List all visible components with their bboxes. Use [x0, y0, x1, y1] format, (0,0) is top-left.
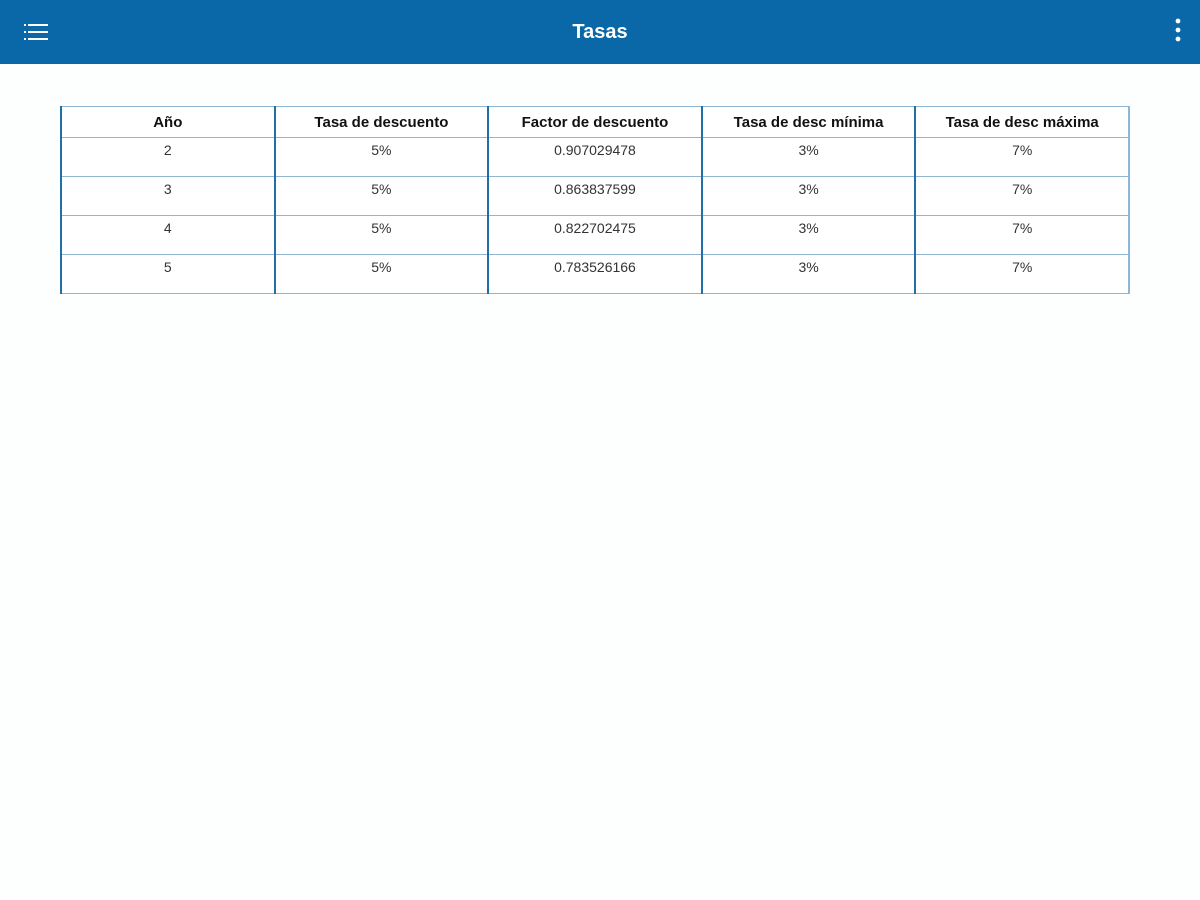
cell-tasa-descuento: 5% — [275, 177, 489, 216]
more-vert-icon — [1175, 18, 1181, 47]
cell-tasa-minima: 3% — [702, 138, 916, 177]
column-header-tasa-descuento: Tasa de descuento — [275, 107, 489, 138]
table-row — [61, 216, 1129, 255]
cell-tasa-maxima: 7% — [915, 216, 1129, 255]
app-bar — [0, 0, 1200, 64]
table-row — [61, 255, 1129, 294]
column-header-tasa-maxima: Tasa de desc máxima — [915, 107, 1129, 138]
cell-tasa-descuento: 5% — [275, 138, 489, 177]
cell-tasa-descuento: 5% — [275, 255, 489, 294]
cell-ano: 3 — [61, 177, 275, 216]
table-header-row — [61, 107, 1129, 138]
hamburger-menu-icon — [24, 24, 48, 40]
cell-factor-descuento: 0.783526166 — [488, 255, 702, 294]
cell-ano: 4 — [61, 216, 275, 255]
column-header-tasa-minima: Tasa de desc mínima — [702, 107, 916, 138]
cell-tasa-maxima: 7% — [915, 255, 1129, 294]
table-row — [61, 177, 1129, 216]
table-row — [61, 138, 1129, 177]
cell-tasa-minima: 3% — [702, 216, 916, 255]
cell-ano: 5 — [61, 255, 275, 294]
cell-tasa-minima: 3% — [702, 177, 916, 216]
cell-tasa-maxima: 7% — [915, 177, 1129, 216]
page-title: Tasas — [572, 21, 628, 43]
overflow-menu-button[interactable] — [1164, 14, 1192, 50]
cell-factor-descuento: 0.822702475 — [488, 216, 702, 255]
cell-tasa-maxima: 7% — [915, 138, 1129, 177]
column-header-factor-descuento: Factor de descuento — [488, 107, 702, 138]
menu-button[interactable] — [14, 14, 58, 50]
cell-factor-descuento: 0.863837599 — [488, 177, 702, 216]
cell-factor-descuento: 0.907029478 — [488, 138, 702, 177]
column-header-ano: Año — [61, 107, 275, 138]
content-area — [0, 64, 1200, 900]
cell-tasa-minima: 3% — [702, 255, 916, 294]
cell-tasa-descuento: 5% — [275, 216, 489, 255]
cell-ano: 2 — [61, 138, 275, 177]
rates-table — [60, 106, 1130, 294]
